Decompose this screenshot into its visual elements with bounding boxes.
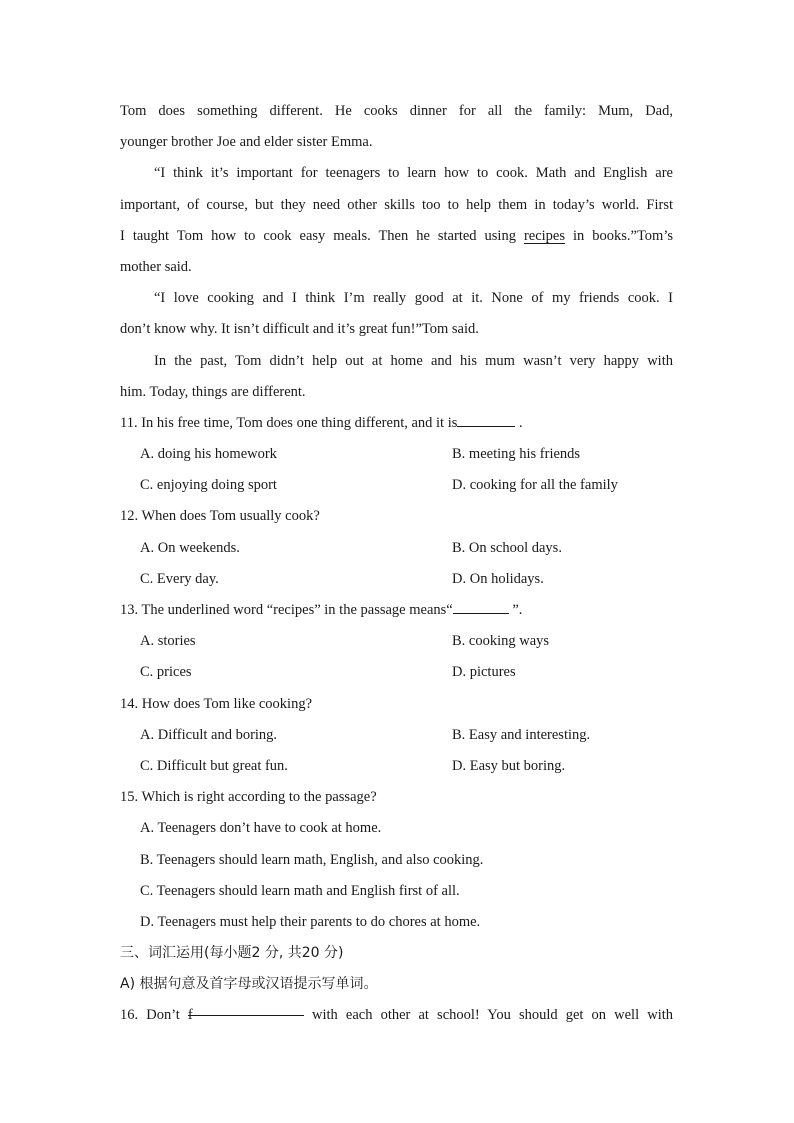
answer-blank[interactable] xyxy=(453,598,509,614)
option-c[interactable]: C. Difficult but great fun. xyxy=(140,757,288,774)
option-row xyxy=(120,751,673,782)
option-row xyxy=(120,626,673,657)
passage-text: in books.”Tom’s xyxy=(565,227,673,244)
passage-line: Tom does something different. He cooks dinner for all the family: Mum, Dad, xyxy=(120,103,673,119)
option-d[interactable]: D. Easy but boring. xyxy=(452,757,566,774)
option-row xyxy=(120,657,673,688)
option-a[interactable]: A. doing his homework xyxy=(140,446,277,463)
answer-blank[interactable] xyxy=(457,411,515,427)
passage-line: younger brother Joe and elder sister Emma. xyxy=(120,134,373,151)
passage-line: him. Today, things are different. xyxy=(120,383,306,400)
option-a[interactable]: A. Difficult and boring. xyxy=(140,726,278,743)
option-row xyxy=(120,470,673,501)
question-stem: 12. When does Tom usually cook? xyxy=(120,508,320,525)
underlined-word-recipes: recipes xyxy=(523,227,565,244)
option-row xyxy=(120,533,673,564)
question-stem: 14. How does Tom like cooking? xyxy=(120,695,313,712)
option-c[interactable]: C. enjoying doing sport xyxy=(140,477,277,494)
option-c[interactable]: C. prices xyxy=(140,664,192,681)
option-a[interactable]: A. Teenagers don’t have to cook at home. xyxy=(140,820,382,837)
question-stem: 11. In his free time, Tom does one thing different, and it is . xyxy=(120,408,673,439)
passage-line: important, of course, but they need other skills too to help them in today’s world. First xyxy=(120,196,673,213)
option-row xyxy=(120,720,673,751)
option-d[interactable]: D. On holidays. xyxy=(452,570,544,587)
option-c[interactable]: C. Every day. xyxy=(140,570,219,587)
option-d[interactable]: D. pictures xyxy=(452,664,516,681)
first-letter-hint: f xyxy=(187,1007,193,1024)
option-row xyxy=(120,564,673,595)
passage-line: “I think it’s important for teenagers to learn how to cook. Math and English are xyxy=(154,165,673,182)
option-b[interactable]: B. On school days. xyxy=(452,539,562,556)
option-row xyxy=(120,439,673,470)
option-b[interactable]: B. cooking ways xyxy=(452,633,550,650)
option-d[interactable]: D. Teenagers must help their parents to do chores at home. xyxy=(140,913,481,930)
exam-page xyxy=(120,96,673,1032)
section-instruction: A) 根据句意及首字母或汉语提示写单词。 xyxy=(120,976,378,993)
option-a[interactable]: A. On weekends. xyxy=(140,539,240,556)
question-16: 16. Don’t f with each other at school! You should get on well with xyxy=(120,1000,673,1031)
option-b[interactable]: B. Teenagers should learn math, English, and also cooking. xyxy=(140,851,484,868)
option-c[interactable]: C. Teenagers should learn math and English first of all. xyxy=(140,882,460,899)
option-b[interactable]: B. meeting his friends xyxy=(452,446,581,463)
option-d[interactable]: D. cooking for all the family xyxy=(452,477,618,494)
passage-line: don’t know why. It isn’t difficult and it’s great fun!”Tom said. xyxy=(120,321,479,338)
question-stem: 13. The underlined word “recipes” in the passage means“ ”. xyxy=(120,595,673,626)
option-b[interactable]: B. Easy and interesting. xyxy=(452,726,591,743)
passage-line: In the past, Tom didn’t help out at home and his mum wasn’t very happy with xyxy=(154,352,673,369)
answer-blank[interactable] xyxy=(187,1000,304,1024)
section-heading: 三、词汇运用(每小题2 分, 共20 分) xyxy=(120,945,344,962)
option-a[interactable]: A. stories xyxy=(140,633,196,650)
passage-line: “I love cooking and I think I’m really good at it. None of my friends cook. I xyxy=(154,290,673,307)
passage-line xyxy=(120,221,673,252)
passage-text: I taught Tom how to cook easy meals. Then he started using xyxy=(120,227,524,244)
question-stem: 15. Which is right according to the passage? xyxy=(120,789,377,806)
passage-line: mother said. xyxy=(120,258,192,275)
